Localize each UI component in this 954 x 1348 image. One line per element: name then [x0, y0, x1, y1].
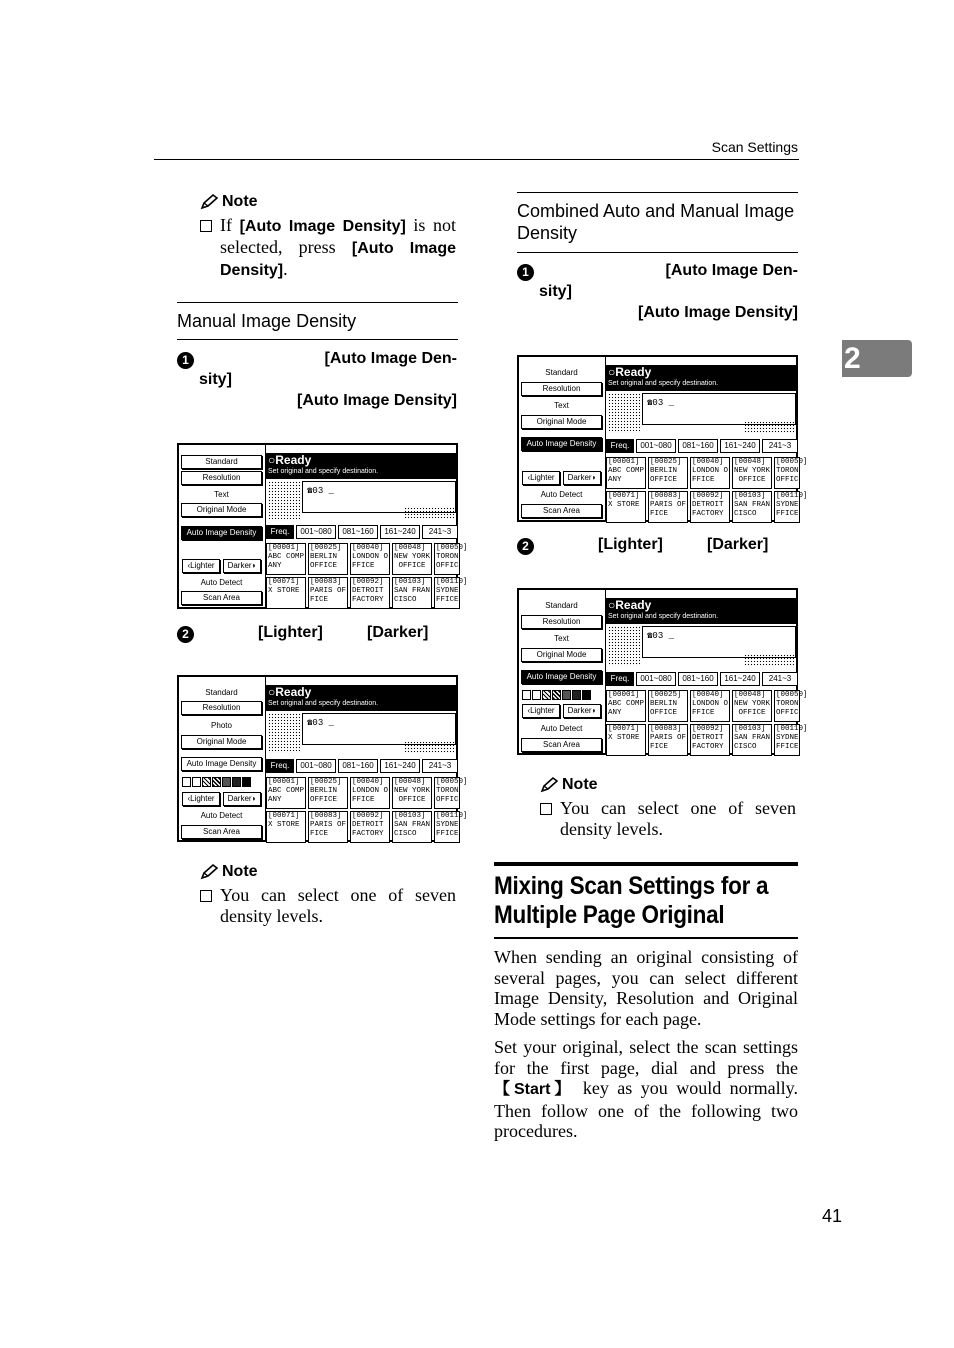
start-key: 【Start】 — [494, 1081, 575, 1098]
density-level-indicator — [182, 777, 251, 787]
checkbox-bullet-icon — [200, 890, 212, 902]
note-heading: Note — [200, 193, 458, 211]
note-item: If [Auto Image Density] is not selected, press [Auto Image Density]. — [200, 215, 458, 281]
panel-screenshot-manual-1: Standard Resolution Text Original Mode Auto Image Density ‹Lighter Darker◗ Auto Detect Scan Area ○Ready Set original and specify destination. ☎03 _ Freq. 001~080 081~160 161~240 241~3 [00001] ABC COMP ANY [00025] BERLIN OFFICE [00040] LONDON O FFICE [00048] NEW YORK OFFICE [00050] TORON OFFIC [00071] X STORE [00083] PARIS OF FICE [00092] DETROIT FACTORY [00103] SAN FRAN CISCO [00110] SYDNE FFICE — [177, 443, 458, 609]
section-rule-bottom — [517, 252, 798, 253]
section-title-manual: Manual Image Density — [177, 311, 357, 331]
step-key: [Darker] — [367, 624, 429, 641]
density-level-indicator — [522, 690, 591, 700]
section-title-combined: Combined Auto and Manual Image Density — [517, 201, 795, 243]
pencil-icon — [200, 194, 218, 210]
note-item: You can select one of seven density levels. — [540, 798, 798, 840]
step-key: [Auto Image Density] — [296, 392, 457, 409]
note-heading: Note — [200, 863, 458, 881]
note-block-1 — [200, 193, 458, 281]
step-key: [Darker] — [707, 536, 769, 553]
body-paragraph: Set your original, select the scan settings for the first page, dial and press the 【Start】 key as you would normally. Then follow one of the following two procedures. — [494, 1037, 798, 1141]
step-number: 1 — [177, 352, 194, 369]
checkbox-bullet-icon — [540, 803, 552, 815]
pencil-icon — [200, 864, 218, 880]
section-rule-top — [517, 192, 798, 193]
note-item: You can select one of seven density levels. — [200, 885, 458, 927]
chapter-tab: 2 — [842, 340, 912, 377]
pencil-icon — [540, 777, 558, 793]
step-key: [Lighter] — [598, 536, 663, 553]
step-number: 2 — [177, 626, 194, 643]
section-rule-top — [177, 302, 458, 303]
header-rule — [154, 159, 799, 160]
panel-screenshot-manual-2: Standard Resolution Photo Original Mode Auto Image Density ‹Lighter Darker◗ Auto Detect Scan Area ○Ready Set original and specify destination. ☎03 _ Freq. 001~080 081~160 161~240 241~3 [00001] ABC COMP ANY [00025] BERLIN OFFICE [00040] LONDON O FFICE [00048] NEW YORK OFFICE [00050] TORON OFFIC [00071] X STORE [00083] PARIS OF FICE [00092] DETROIT FACTORY [00103] SAN FRAN CISCO [00110] SYDNE FFICE — [177, 675, 458, 842]
heading-rule-thick — [494, 862, 798, 866]
step-number: 1 — [517, 264, 534, 281]
panel-screenshot-combined-1: Standard Resolution Text Original Mode Auto Image Density ‹Lighter Darker◗ Auto Detect Scan Area ○Ready Set original and specify destination. ☎03 _ Freq. 001~080 081~160 161~240 241~3 [00001] ABC COMP ANY [00025] BERLIN OFFICE [00040] LONDON O FFICE [00048] NEW YORK OFFICE [00050] TORON OFFIC [00071] X STORE [00083] PARIS OF FICE [00092] DETROIT FACTORY [00103] SAN FRAN CISCO [00110] SYDNE FFICE — [517, 355, 798, 522]
step-key: [Auto Image Den- — [324, 350, 457, 367]
body-paragraph: When sending an original consisting of several pages, you can select different Image Density, Resolution and Original Mode settings for each page. — [494, 947, 798, 1029]
panel-screenshot-combined-2: Standard Resolution Text Original Mode Auto Image Density ‹Lighter Darker◗ Auto Detect Scan Area ○Ready Set original and specify destination. ☎03 _ Freq. 001~080 081~160 161~240 241~3 [00001] ABC COMP ANY [00025] BERLIN OFFICE [00040] LONDON O FFICE [00048] NEW YORK OFFICE [00050] TORON OFFIC [00071] X STORE [00083] PARIS OF FICE [00092] DETROIT FACTORY [00103] SAN FRAN CISCO [00110] SYDNE FFICE — [517, 588, 798, 755]
section-rule-bottom — [177, 339, 458, 340]
note-block-2 — [200, 863, 458, 927]
step-key: [Auto Image Den- — [665, 262, 798, 279]
step-number: 2 — [517, 538, 534, 555]
heading-rule — [494, 937, 798, 939]
step-key: [Auto Image Density] — [637, 304, 798, 321]
note-heading: Note — [540, 776, 798, 794]
step-key: [Lighter] — [258, 624, 323, 641]
page-number: 41 — [821, 1206, 842, 1226]
note-block-3 — [540, 776, 798, 840]
section-heading: Mixing Scan Settings for a Multiple Page Original — [494, 872, 769, 929]
running-header: Scan Settings — [711, 139, 798, 155]
step-key: sity] — [199, 371, 232, 388]
step-key: sity] — [539, 283, 572, 300]
checkbox-bullet-icon — [200, 220, 212, 232]
